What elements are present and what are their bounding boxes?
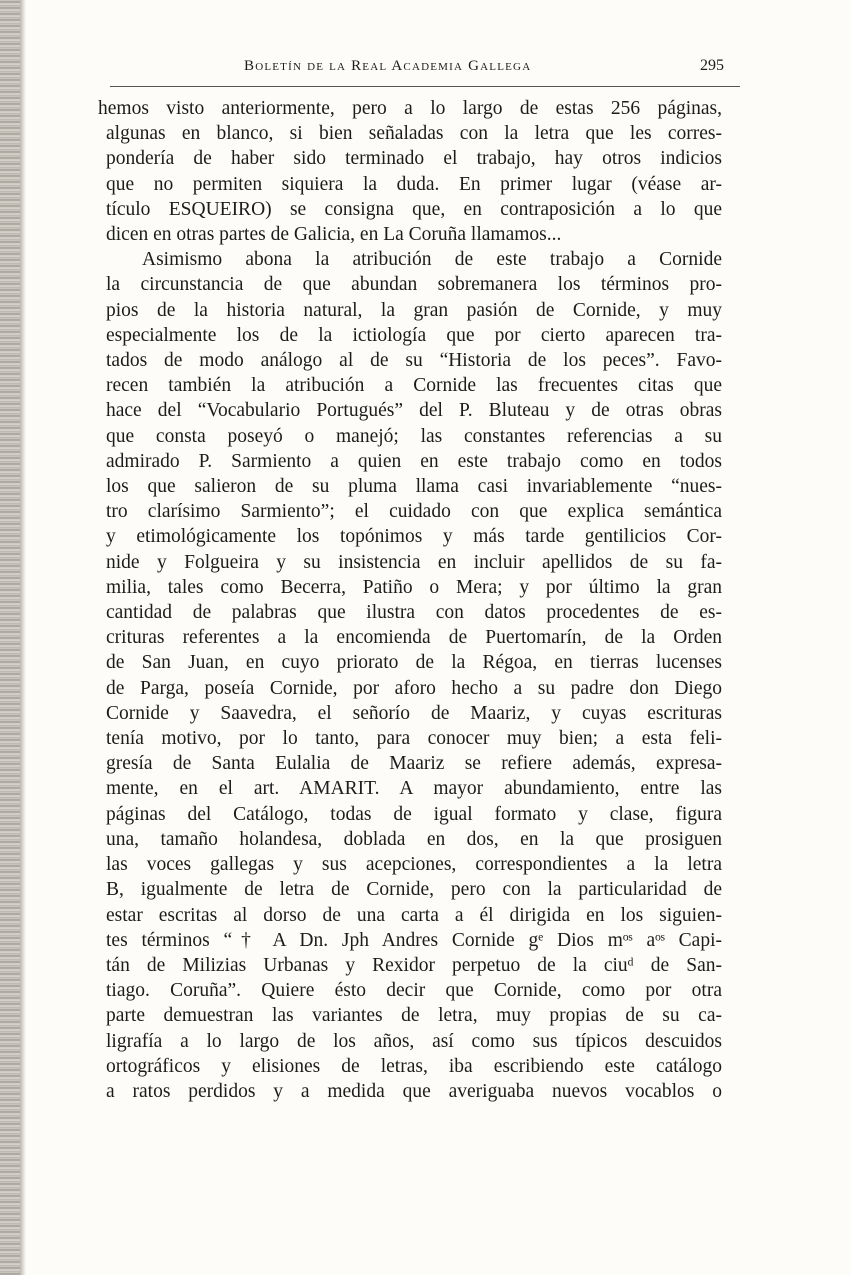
text-line: dicen en otras partes de Galicia, en La Coruña llamamos... (106, 224, 562, 246)
text-line: pondería de haber sido terminado el trabajo, hay otros indicios (106, 148, 722, 170)
text-line: de Parga, poseía Cornide, por aforo hecho a su padre don Diego (106, 677, 722, 699)
text-line: gresía de Santa Eulalia de Maariz se refiere además, expresa- (106, 753, 722, 775)
paragraph-1 (98, 96, 722, 247)
binding-edge (20, 0, 26, 1275)
text-line: cantidad de palabras que ilustra con datos procedentes de es- (106, 602, 722, 624)
book-binding-shadow (0, 0, 20, 1275)
text-line: y etimológicamente los topónimos y más tarde gentilicios Cor- (106, 526, 722, 548)
text-line: parte demuestran las variantes de letra, muy propias de su ca- (106, 1005, 722, 1027)
text-line: tados de modo análogo al de su “Historia de los peces”. Favo- (106, 350, 722, 372)
text-line: crituras referentes a la encomienda de Puertomarín, de la Orden (106, 627, 722, 649)
text-line: Cornide y Saavedra, el señorío de Maariz, y cuyas escrituras (106, 702, 722, 724)
text-line: hace del “Vocabulario Portugués” del P. Bluteau y de otras obras (106, 400, 722, 422)
text-line: páginas del Catálogo, todas de igual formato y clase, figura (106, 803, 722, 825)
text-line: admirado P. Sarmiento a quien en este trabajo como en todos (106, 450, 722, 472)
text-line: las voces gallegas y sus acepciones, correspondientes a la letra (106, 854, 722, 876)
text-line: tro clarísimo Sarmiento”; el cuidado con que explica semántica (106, 501, 722, 523)
text-line: tiago. Coruña”. Quiere ésto decir que Cornide, como por otra (106, 980, 722, 1002)
text-line: hemos visto anteriormente, pero a lo largo de estas 256 páginas, (98, 98, 722, 119)
text-line: tenía motivo, por lo tanto, para conocer muy bien; a esta feli- (106, 728, 722, 750)
page-number: 295 (700, 57, 724, 74)
paragraph-2 (106, 247, 722, 1104)
text-line: nide y Folgueira y su insistencia en incluir apellidos de su fa- (106, 551, 722, 573)
running-title: Boletín de la Real Academia Gallega (244, 58, 532, 74)
header-rule (110, 86, 740, 87)
text-line: recen también la atribución a Cornide las frecuentes citas que (106, 375, 722, 397)
body-text (98, 96, 722, 1104)
text-line: Asimismo abona la atribución de este trabajo a Cornide (142, 249, 722, 271)
text-line: ligrafía a lo largo de los años, así como sus típicos descuidos (106, 1030, 722, 1052)
text-line: tículo ESQUEIRO) se consigna que, en contraposición a lo que (106, 198, 722, 220)
text-line: algunas en blanco, si bien señaladas con la letra que les corres- (106, 123, 722, 145)
text-line: que consta poseyó o manejó; las constantes referencias a su (106, 425, 722, 447)
text-line: la circunstancia de que abundan sobremanera los términos pro- (106, 274, 722, 296)
text-line: tán de Milizias Urbanas y Rexidor perpetuo de la ciuᵈ de San- (106, 954, 722, 976)
text-line: ortográficos y elisiones de letras, iba escribiendo este catálogo (106, 1055, 722, 1077)
text-line: una, tamaño holandesa, doblada en dos, en la que prosiguen (106, 828, 722, 850)
text-line: estar escritas al dorso de una carta a él dirigida en los siguien- (106, 904, 722, 926)
text-line: los que salieron de su pluma llama casi invariablemente “nues- (106, 476, 722, 498)
text-line: tes términos “† A Dn. Jph Andres Cornide gᵉ Dios mᵒˢ aᵒˢ Capi- (106, 929, 722, 951)
text-line: de San Juan, en cuyo priorato de la Régoa, en tierras lucenses (106, 652, 722, 674)
text-line: especialmente los de la ictiología que por cierto aparecen tra- (106, 324, 722, 346)
text-line: mente, en el art. AMARIT. A mayor abundamiento, entre las (106, 778, 722, 800)
text-line: pios de la historia natural, la gran pasión de Cornide, y muy (106, 299, 722, 321)
page-header (110, 56, 730, 82)
text-line: que no permiten siquiera la duda. En primer lugar (véase ar- (106, 173, 722, 195)
text-line: milia, tales como Becerra, Patiño o Mera; y por último la gran (106, 576, 722, 598)
text-line: B, igualmente de letra de Cornide, pero con la particularidad de (106, 879, 722, 901)
text-line: a ratos perdidos y a medida que averiguaba nuevos vocablos o (106, 1080, 722, 1102)
